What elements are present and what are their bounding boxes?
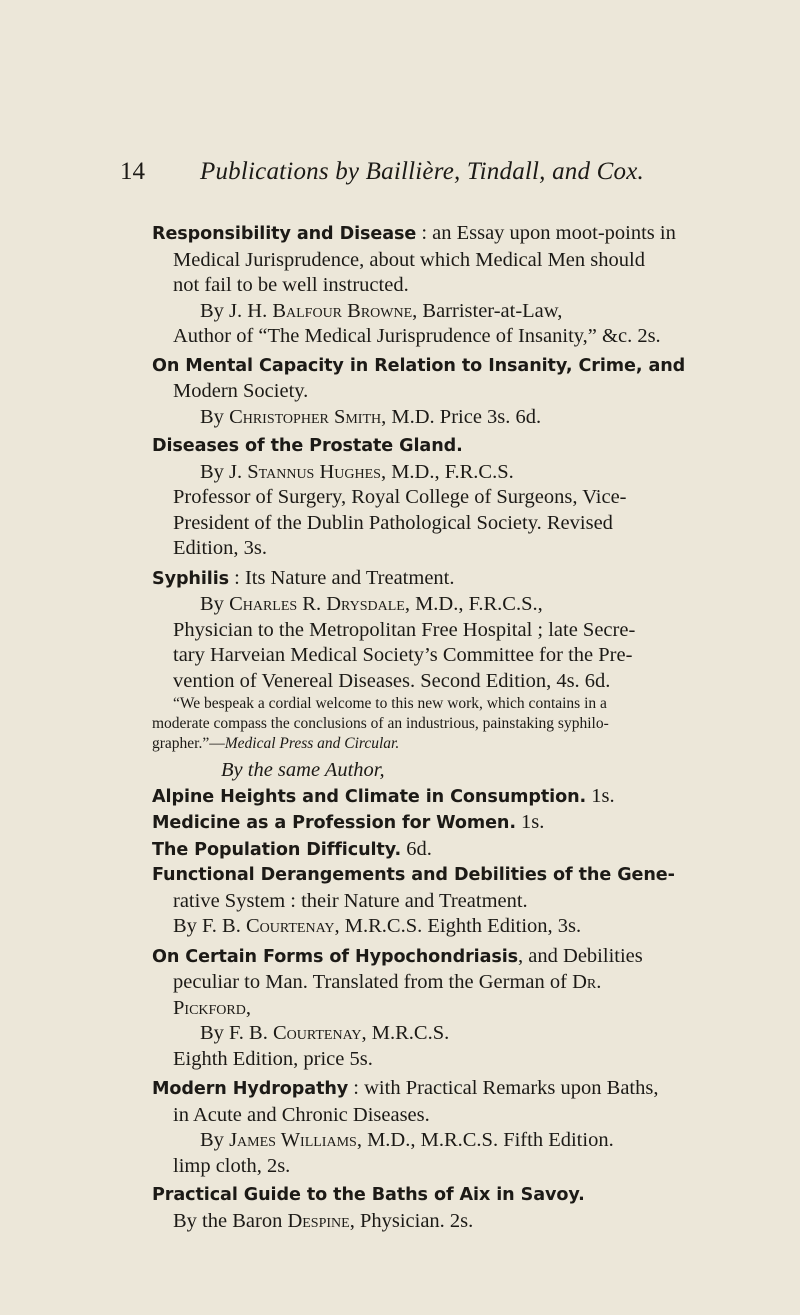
entry-diseases-of-prostate bbox=[152, 434, 752, 562]
entry-title: Syphilis bbox=[152, 568, 230, 589]
entry-title: Alpine Heights and Climate in Consumption. bbox=[152, 786, 587, 807]
entry-mental-capacity bbox=[152, 354, 752, 431]
entry-price: 1s. bbox=[586, 784, 615, 807]
entry-translator-title: Dr. bbox=[572, 971, 602, 993]
entry-functional-derangements bbox=[152, 863, 752, 940]
entry-author-suffix: , Barrister-at-Law, bbox=[412, 299, 563, 322]
entry-author: Courtenay bbox=[245, 915, 335, 937]
entry-detail: Edition, 3s. bbox=[173, 537, 267, 559]
entry-title: Medicine as a Profession for Women. bbox=[152, 813, 516, 833]
same-author-line: By the same Author, bbox=[221, 759, 385, 781]
entry-title-continued: in Acute and Chronic Diseases. bbox=[173, 1103, 430, 1126]
review-quote: “We bespeak a cordial welcome to this new work, which contains in a bbox=[173, 695, 607, 712]
entry-author-suffix: , M.R.C.S. bbox=[361, 1022, 450, 1044]
entry-detail: vention of Venereal Diseases. Second Edition, 4s. 6d. bbox=[173, 669, 611, 692]
entry-detail: Physician to the Metropolitan Free Hospital ; late Secre- bbox=[173, 618, 636, 641]
entry-title-continued: peculiar to Man. Translated from the German of bbox=[173, 971, 573, 993]
entry-author-suffix: , Physician. 2s. bbox=[349, 1209, 474, 1232]
entry-by: By bbox=[200, 1129, 230, 1151]
entry-hypochondriasis bbox=[152, 944, 752, 1073]
entry-same-author bbox=[152, 758, 752, 863]
entry-subtitle: not fail to be well instructed. bbox=[173, 274, 409, 296]
entry-detail: President of the Dublin Pathological Society. Revised bbox=[173, 511, 613, 534]
review-quote: grapher.”— bbox=[152, 735, 225, 752]
entry-by: By J. H. bbox=[200, 299, 273, 322]
entry-author: Despine bbox=[287, 1209, 350, 1232]
running-title: Publications by Baillière, Tindall, and Cox. bbox=[200, 158, 644, 185]
review-source: Medical Press and Circular. bbox=[224, 735, 400, 752]
entry-detail: limp cloth, 2s. bbox=[173, 1154, 291, 1177]
entry-title: Modern Hydropathy bbox=[152, 1079, 349, 1099]
entry-author-suffix: , M.R.C.S. Eighth Edition, 3s. bbox=[334, 915, 582, 937]
entry-detail: Eighth Edition, price 5s. bbox=[173, 1047, 373, 1070]
entry-by: By F. B. bbox=[200, 1022, 273, 1044]
entry-author: Christopher Smith bbox=[229, 405, 382, 428]
entry-baths-of-aix bbox=[152, 1183, 752, 1234]
entry-author-suffix: , M.D., M.R.C.S. Fifth Edition. bbox=[356, 1129, 614, 1151]
page-number: 14 bbox=[120, 158, 145, 185]
entry-title: Practical Guide to the Baths of Aix in Savoy. bbox=[152, 1185, 585, 1205]
entry-title: The Population Difficulty. bbox=[152, 839, 402, 860]
entry-title-continued: rative System : their Nature and Treatment. bbox=[173, 889, 528, 912]
entry-title: Functional Derangements and Debilities of the Gene- bbox=[152, 865, 675, 885]
entry-price: 6d. bbox=[401, 837, 432, 860]
entry-title-rest: : with Practical Remarks upon Baths, bbox=[348, 1077, 659, 1099]
entry-title-rest: : Its Nature and Treatment. bbox=[229, 566, 455, 589]
entry-author: Charles R. Drysdale bbox=[229, 593, 405, 615]
entry-by: By J. bbox=[200, 460, 248, 483]
entry-author: Balfour Browne bbox=[272, 299, 413, 322]
entry-author-suffix: , M.D., F.R.C.S., bbox=[404, 593, 543, 615]
entry-detail: Professor of Surgery, Royal College of Surgeons, Vice- bbox=[173, 486, 627, 508]
entry-modern-hydropathy bbox=[152, 1076, 752, 1179]
entry-author: Courtenay bbox=[272, 1022, 362, 1044]
entry-subtitle: Medical Jurisprudence, about which Medical Men should bbox=[173, 248, 645, 271]
entry-author: James Williams bbox=[229, 1129, 357, 1151]
entry-price: 1s. bbox=[515, 811, 545, 833]
entry-author-suffix: , M.D., F.R.C.S. bbox=[380, 460, 514, 483]
entry-by: By the Baron bbox=[173, 1209, 288, 1232]
entry-translator: Pickford, bbox=[173, 996, 251, 1019]
entry-author-suffix: , M.D. Price 3s. 6d. bbox=[381, 405, 542, 428]
entry-author: Stannus Hughes bbox=[247, 460, 381, 483]
entry-subtitle: : an Essay upon moot-points in bbox=[416, 222, 676, 244]
entry-title: On Certain Forms of Hypochondriasis bbox=[152, 946, 519, 967]
entry-responsibility-and-disease bbox=[152, 221, 752, 350]
entry-detail: Author of “The Medical Jurisprudence of Insanity,” &c. 2s. bbox=[173, 325, 661, 347]
entry-by: By F. B. bbox=[173, 915, 246, 937]
entry-title: On Mental Capacity in Relation to Insanity, Crime, and bbox=[152, 355, 686, 376]
catalogue-listing bbox=[152, 221, 752, 1234]
entry-title-continued: Modern Society. bbox=[173, 380, 309, 402]
entry-title: Responsibility and Disease bbox=[152, 224, 417, 244]
running-head bbox=[120, 158, 760, 198]
review-quote: moderate compass the conclusions of an industrious, painstaking syphilo- bbox=[152, 715, 609, 732]
entry-by: By bbox=[200, 405, 230, 428]
entry-by: By bbox=[200, 593, 230, 615]
entry-title: Diseases of the Prostate Gland. bbox=[152, 436, 463, 456]
entry-detail: tary Harveian Medical Society’s Committee for the Pre- bbox=[173, 644, 633, 666]
entry-title-rest: , and Debilities bbox=[518, 944, 643, 967]
entry-syphilis bbox=[152, 566, 752, 755]
